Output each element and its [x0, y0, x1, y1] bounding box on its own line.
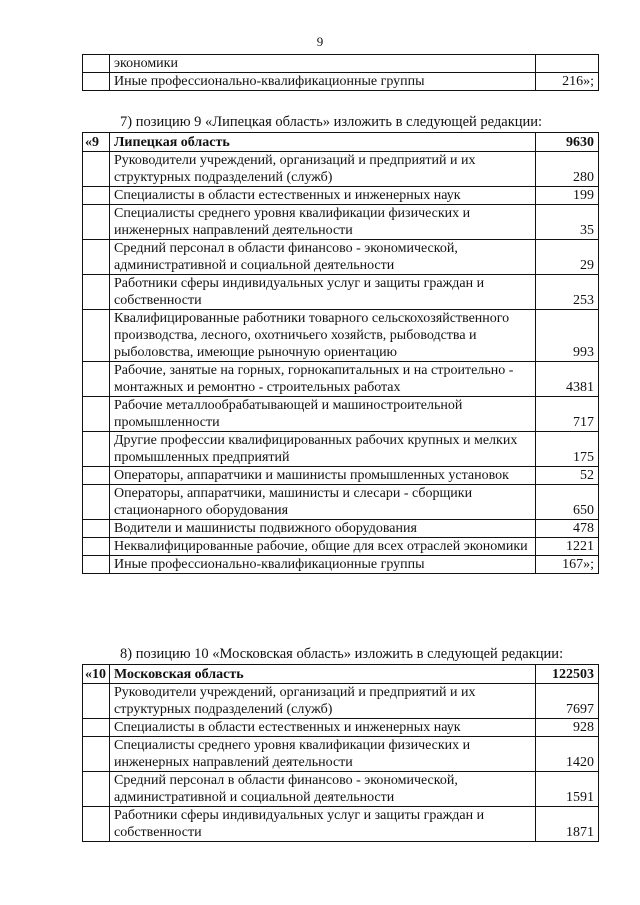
- table-row: [83, 684, 599, 719]
- row-value: 1221: [536, 538, 599, 556]
- row-value: 650: [536, 485, 599, 520]
- lipetsk-table: [82, 132, 599, 574]
- region-total: 9630: [536, 133, 599, 152]
- region-total: 122503: [536, 665, 599, 684]
- table-row: [83, 55, 599, 73]
- section-8-intro: 8) позицию 10 «Московская область» изложить в следующей редакции:: [120, 646, 564, 662]
- row-value: 7697: [536, 684, 599, 719]
- table-row: [83, 73, 599, 91]
- row-label: Водители и машинисты подвижного оборудования: [110, 520, 536, 538]
- row-label: экономики: [110, 55, 536, 73]
- row-label: Рабочие металлообрабатывающей и машиностроительной промышленности: [110, 397, 536, 432]
- table-row: [83, 467, 599, 485]
- row-value: 928: [536, 719, 599, 737]
- row-label: Специалисты в области естественных и инженерных наук: [110, 719, 536, 737]
- row-label: Операторы, аппаратчики и машинисты промышленных установок: [110, 467, 536, 485]
- row-value: 478: [536, 520, 599, 538]
- table-row: [83, 485, 599, 520]
- table-row: [83, 719, 599, 737]
- table-row: [83, 275, 599, 310]
- row-label: Руководители учреждений, организаций и предприятий и их структурных подразделений (служб): [110, 684, 536, 719]
- region-header-row: [83, 133, 599, 152]
- row-label: Работники сферы индивидуальных услуг и защиты граждан и собственности: [110, 807, 536, 842]
- section-7-intro: 7) позицию 9 «Липецкая область» изложить в следующей редакции:: [120, 114, 543, 130]
- table-row: [83, 432, 599, 467]
- moscow-table: [82, 664, 599, 842]
- row-label: Средний персонал в области финансово - экономической, административной и социальной деятельности: [110, 240, 536, 275]
- row-label: Руководители учреждений, организаций и предприятий и их структурных подразделений (служб): [110, 152, 536, 187]
- row-label: Иные профессионально-квалификационные группы: [110, 73, 536, 91]
- row-value: 199: [536, 187, 599, 205]
- row-value: 280: [536, 152, 599, 187]
- row-label: Квалифицированные работники товарного сельскохозяйственного производства, лесного, охотничьего хозяйств, рыбоводства и рыболовства, имеющие рыночную ориентацию: [110, 310, 536, 362]
- region-name: Липецкая область: [110, 133, 536, 152]
- row-value: 29: [536, 240, 599, 275]
- row-value: 35: [536, 205, 599, 240]
- region-code: «9: [83, 133, 110, 152]
- row-value: 52: [536, 467, 599, 485]
- row-value: [536, 55, 599, 73]
- row-label: Операторы, аппаратчики, машинисты и слесари - сборщики стационарного оборудования: [110, 485, 536, 520]
- row-value: 717: [536, 397, 599, 432]
- table-row: [83, 205, 599, 240]
- row-label: Работники сферы индивидуальных услуг и защиты граждан и собственности: [110, 275, 536, 310]
- table-row: [83, 187, 599, 205]
- row-value: 253: [536, 275, 599, 310]
- table-row: [83, 362, 599, 397]
- row-label: Специалисты среднего уровня квалификации физических и инженерных направлений деятельности: [110, 205, 536, 240]
- row-value: 1591: [536, 772, 599, 807]
- table-row: [83, 310, 599, 362]
- row-label: Специалисты среднего уровня квалификации физических и инженерных направлений деятельности: [110, 737, 536, 772]
- page-number: 9: [316, 34, 324, 49]
- row-value: 4381: [536, 362, 599, 397]
- table-row: [83, 152, 599, 187]
- row-label: Неквалифицированные рабочие, общие для всех отраслей экономики: [110, 538, 536, 556]
- table-row: [83, 538, 599, 556]
- row-value: 216»;: [536, 73, 599, 91]
- region-name: Московская область: [110, 665, 536, 684]
- row-label: Специалисты в области естественных и инженерных наук: [110, 187, 536, 205]
- table-row: [83, 397, 599, 432]
- row-value: 175: [536, 432, 599, 467]
- row-label: Средний персонал в области финансово - экономической, административной и социальной деятельности: [110, 772, 536, 807]
- table-row: [83, 772, 599, 807]
- table-row: [83, 556, 599, 574]
- top-table: [82, 54, 599, 91]
- table-row: [83, 737, 599, 772]
- row-value: 993: [536, 310, 599, 362]
- region-code: «10: [83, 665, 110, 684]
- table-row: [83, 240, 599, 275]
- row-value: 1420: [536, 737, 599, 772]
- row-label: Другие профессии квалифицированных рабочих крупных и мелких промышленных предприятий: [110, 432, 536, 467]
- row-label: Рабочие, занятые на горных, горнокапитальных и на строительно - монтажных и ремонтно - строительных работах: [110, 362, 536, 397]
- row-value: 1871: [536, 807, 599, 842]
- table-row: [83, 807, 599, 842]
- table-row: [83, 520, 599, 538]
- row-value: 167»;: [536, 556, 599, 574]
- row-label: Иные профессионально-квалификационные группы: [110, 556, 536, 574]
- region-header-row: [83, 665, 599, 684]
